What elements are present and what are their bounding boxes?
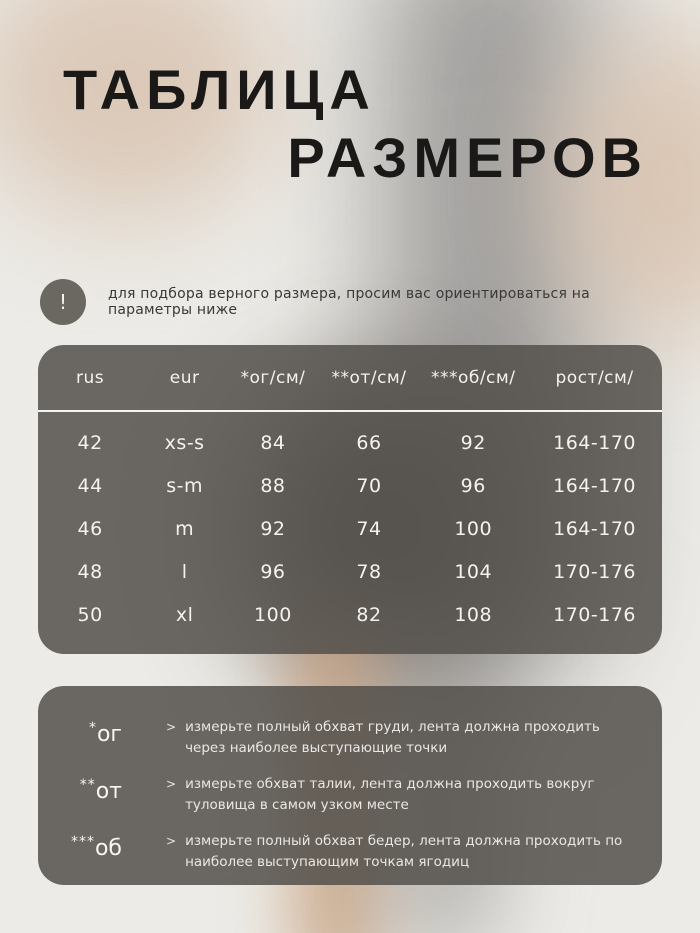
table-cell: 82 [356,603,382,626]
table-row [38,561,662,583]
table-row [38,604,662,626]
table-cell: 108 [454,603,493,626]
column-header-eur: eur [169,367,200,388]
table-cell: 96 [460,475,486,498]
footnote-text: измерьте полный обхват груди, лента должна проходить через наиболее выступающие точки [185,719,600,756]
arrow-right-icon: > [166,776,177,791]
table-cell: 164-170 [553,475,636,498]
table-cell: 50 [77,603,103,626]
table-cell: 164-170 [553,517,636,540]
footnote-text: измерьте полный обхват бедер, лента должна проходить по наиболее выступающим точкам ягодиц [185,832,623,870]
footnote-description [166,831,638,873]
table-cell: 78 [356,560,382,583]
measurement-notes [38,686,662,885]
table-cell: 88 [260,475,286,498]
table-cell: 170-176 [553,560,636,583]
column-header-rus: rus [76,367,105,388]
table-cell: 100 [454,517,493,540]
page-title [63,56,648,192]
table-cell: 104 [454,560,493,583]
table-row [38,518,662,540]
size-table-header-row [38,345,662,412]
footnote-term-label: об [94,835,122,861]
footnote-term [38,774,122,803]
notice [40,279,660,325]
table-row [38,432,662,454]
footnote-term-label: ог [96,722,122,747]
table-cell: 70 [356,475,382,498]
table-cell: s-m [166,475,204,498]
column-header-rost: рост/см/ [555,367,634,388]
table-cell: 66 [356,432,382,455]
exclamation-icon: ! [40,279,86,325]
arrow-right-icon: > [166,833,177,848]
column-header-ob: ***об/см/ [430,367,516,388]
page-title-line-1: ТАБЛИЦА [63,58,376,121]
footnote-description [166,717,638,759]
table-cell: 164-170 [553,432,636,455]
table-row [38,475,662,497]
table-cell: 96 [260,560,286,583]
size-table-body [38,412,662,654]
footnote-stars: ** [79,776,96,793]
table-cell: m [175,517,195,540]
footnote-ot [38,774,662,816]
notice-text: для подбора верного размера, просим вас ориентироваться на параметры ниже [108,286,590,318]
table-cell: l [181,560,188,583]
table-cell: xl [175,603,194,626]
footnote-og [38,717,662,759]
table-cell: 92 [460,432,486,455]
table-cell: 170-176 [553,603,636,626]
size-table [38,345,662,654]
table-cell: 92 [260,517,286,540]
footnote-stars: * [88,720,97,736]
table-cell: 74 [356,517,382,540]
table-cell: 46 [77,517,103,540]
footnote-stars: *** [70,833,95,850]
table-cell: 84 [260,432,286,455]
column-header-ot: **от/см/ [331,367,407,388]
footnote-term-label: от [95,778,122,804]
table-cell: 48 [77,560,103,583]
footnote-ob [38,831,662,873]
table-cell: xs-s [164,432,205,455]
page-title-line-2: РАЗМЕРОВ [287,126,648,189]
column-header-og: *ог/см/ [240,367,306,388]
footnote-term [38,717,122,746]
table-cell: 42 [77,432,103,455]
table-cell: 100 [254,603,292,626]
footnote-text: измерьте обхват талии, лента должна проходить вокруг туловища в самом узком месте [185,775,595,813]
arrow-right-icon: > [166,720,177,734]
footnote-description [166,774,638,816]
footnote-term [38,831,122,860]
table-cell: 44 [77,475,103,498]
